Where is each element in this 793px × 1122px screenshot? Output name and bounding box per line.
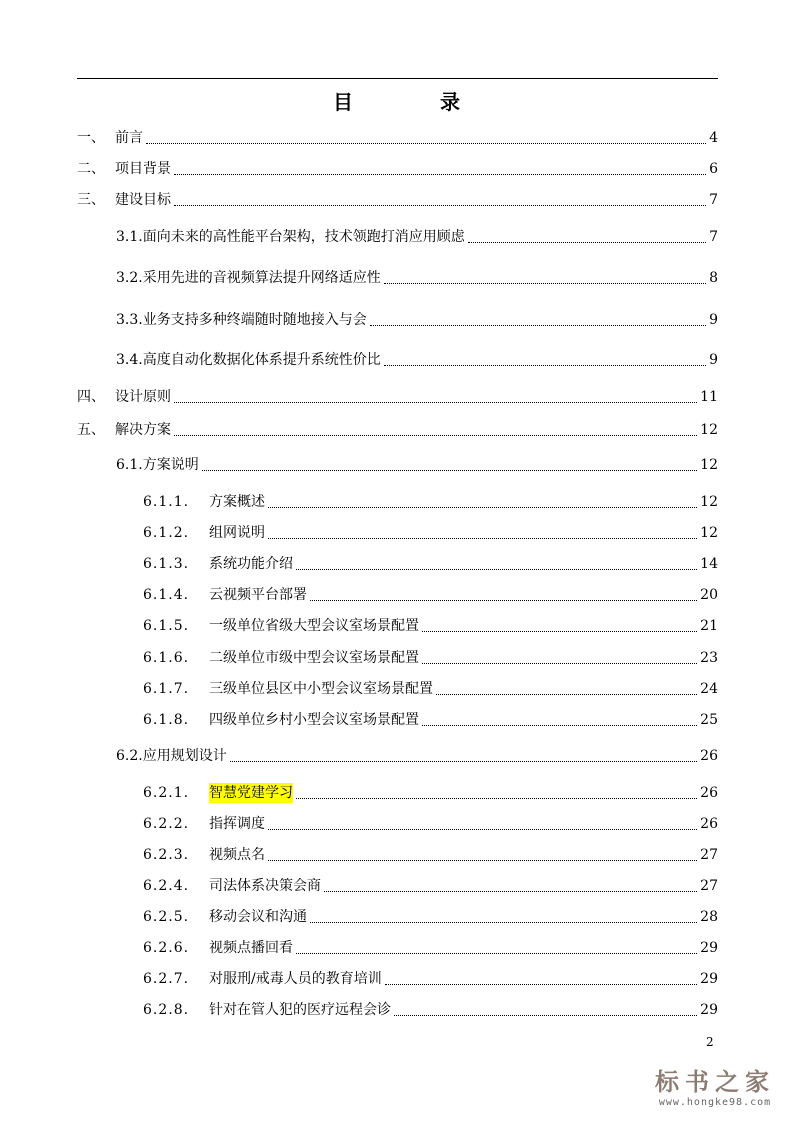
toc-entry[interactable]	[77, 190, 718, 210]
toc-entry-page: 14	[700, 556, 718, 572]
toc-entry-number: 二、	[77, 161, 105, 177]
toc-entry-number: 6.1.5.	[143, 618, 190, 634]
toc-entry-page: 26	[700, 816, 718, 832]
toc-entry-text: 前言	[115, 130, 143, 146]
toc-entry[interactable]	[143, 679, 718, 699]
toc-entry-text: 项目背景	[115, 161, 171, 177]
toc-entry-page: 28	[700, 909, 718, 925]
toc-entry-number: 6.2.4.	[143, 878, 190, 894]
dot-leader	[384, 357, 706, 366]
toc-entry[interactable]	[143, 969, 718, 989]
toc-entry-text: 设计原则	[115, 389, 171, 405]
toc-entry-text: 方案概述	[209, 494, 265, 510]
toc-entry[interactable]	[116, 746, 718, 766]
toc-entry-page: 12	[700, 494, 718, 510]
toc-entry-page: 26	[700, 748, 718, 764]
toc-entry[interactable]	[143, 492, 718, 512]
toc-entry-text: 四级单位乡村小型会议室场景配置	[209, 712, 419, 728]
toc-entry-text: 建设目标	[115, 192, 171, 208]
watermark-logo: 标书之家	[655, 1068, 775, 1096]
toc-entry-page: 9	[709, 312, 718, 328]
toc-entry-page: 29	[700, 1002, 718, 1018]
toc-entry-page: 11	[700, 389, 718, 405]
toc-entry-number: 6.2.5.	[143, 909, 190, 925]
dot-leader	[174, 197, 706, 206]
toc-entry-number: 一、	[77, 130, 105, 146]
toc-entry-page: 23	[700, 650, 718, 666]
toc-entry-page: 26	[700, 785, 718, 801]
toc-entry[interactable]	[116, 350, 718, 370]
toc-entry-page: 9	[709, 352, 718, 368]
toc-entry-number: 6.1.6.	[143, 650, 190, 666]
toc-entry[interactable]	[143, 783, 718, 803]
toc-entry-text: 视频点播回看	[209, 940, 293, 956]
watermark	[640, 1068, 790, 1110]
dot-leader	[268, 530, 697, 539]
toc-entry-page: 4	[709, 130, 718, 146]
dot-leader	[174, 166, 706, 175]
dot-leader	[174, 394, 697, 403]
toc-entry-page: 6	[709, 161, 718, 177]
toc-entry-text: 对服刑/戒毒人员的教育培训	[209, 971, 382, 987]
dot-leader	[296, 945, 697, 954]
toc-entry-page: 12	[700, 422, 718, 438]
dot-leader	[422, 717, 697, 726]
dot-leader	[202, 462, 697, 471]
toc-entry-page: 25	[700, 712, 718, 728]
toc-entry-text-highlighted: 智慧党建学习	[209, 785, 293, 801]
toc-entry[interactable]	[116, 268, 718, 288]
toc-entry-text: 一级单位省级大型会议室场景配置	[209, 618, 419, 634]
dot-leader	[436, 686, 697, 695]
toc-entry-text: 组网说明	[209, 525, 265, 541]
toc-entry-text: 指挥调度	[209, 816, 265, 832]
toc-entry[interactable]	[143, 585, 718, 605]
toc-entry-text: 二级单位市级中型会议室场景配置	[209, 650, 419, 666]
dot-leader	[230, 753, 697, 762]
dot-leader	[146, 135, 706, 144]
toc-entry-number: 6.2.7.	[143, 971, 190, 987]
toc-entry-number: 6.1.4.	[143, 587, 190, 603]
toc-entry[interactable]	[143, 554, 718, 574]
toc-entry[interactable]	[77, 420, 718, 440]
toc-entry[interactable]	[116, 227, 718, 247]
toc-entry-text: 解决方案	[115, 422, 171, 438]
dot-leader	[268, 821, 697, 830]
toc-entry-number: 6.1.1.	[143, 494, 190, 510]
page-number: 2	[706, 1035, 714, 1049]
toc-entry-number: 6.2.2.	[143, 816, 190, 832]
toc-entry[interactable]	[143, 616, 718, 636]
toc-entry-page: 27	[700, 878, 718, 894]
toc-entry[interactable]	[143, 710, 718, 730]
toc-entry-page: 24	[700, 681, 718, 697]
toc-entry-number: 6.2.6.	[143, 940, 190, 956]
dot-leader	[324, 883, 697, 892]
dot-leader	[268, 852, 697, 861]
toc-entry-text: 6.1.方案说明	[116, 457, 199, 473]
toc-entry-page: 21	[700, 618, 718, 634]
toc-entry-page: 29	[700, 971, 718, 987]
toc-entry-page: 7	[709, 192, 718, 208]
dot-leader	[296, 790, 697, 799]
toc-entry[interactable]	[77, 159, 718, 179]
toc-entry-page: 20	[700, 587, 718, 603]
toc-entry-number: 6.2.3.	[143, 847, 190, 863]
toc-entry[interactable]	[143, 814, 718, 834]
toc-entry-text: 3.1.面向未来的高性能平台架构，技术领跑打消应用顾虑	[116, 229, 465, 245]
toc-entry[interactable]	[77, 387, 718, 407]
toc-entry-text: 6.2.应用规划设计	[116, 748, 227, 764]
toc-entry-page: 29	[700, 940, 718, 956]
toc-entry-number: 三、	[77, 192, 105, 208]
dot-leader	[310, 592, 697, 601]
toc-entry-page: 27	[700, 847, 718, 863]
toc-entry-text: 系统功能介绍	[209, 556, 293, 572]
toc-entry-text: 移动会议和沟通	[209, 909, 307, 925]
toc-entry[interactable]	[143, 938, 718, 958]
toc-entry-number: 6.1.3.	[143, 556, 190, 572]
dot-leader	[370, 317, 706, 326]
toc-entry[interactable]	[143, 1000, 718, 1020]
dot-leader	[422, 623, 697, 632]
toc-title: 目 录	[333, 90, 500, 114]
toc-entry-number: 6.1.2.	[143, 525, 190, 541]
toc-entry-number: 6.2.8.	[143, 1002, 190, 1018]
dot-leader	[468, 234, 706, 243]
dot-leader	[174, 427, 697, 436]
toc-entry[interactable]	[116, 455, 718, 475]
toc-entry-number: 6.2.1.	[143, 785, 190, 801]
toc-entry-text: 云视频平台部署	[209, 587, 307, 603]
toc-entry-page: 7	[709, 229, 718, 245]
toc-entry[interactable]	[143, 523, 718, 543]
toc-entry[interactable]	[143, 907, 718, 927]
toc-entry-page: 12	[700, 457, 718, 473]
toc-entry[interactable]	[77, 128, 718, 148]
toc-entry-text: 三级单位县区中小型会议室场景配置	[209, 681, 433, 697]
toc-entry-text: 3.4.高度自动化数据化体系提升系统性价比	[116, 352, 381, 368]
toc-entry[interactable]	[143, 648, 718, 668]
dot-leader	[296, 561, 697, 570]
dot-leader	[422, 655, 697, 664]
toc-entry-text: 针对在管人犯的医疗远程会诊	[209, 1002, 391, 1018]
dot-leader	[385, 976, 697, 985]
toc-entry[interactable]	[143, 876, 718, 896]
toc-entry-text: 3.2.采用先进的音视频算法提升网络适应性	[116, 270, 381, 286]
toc-entry-number: 四、	[77, 389, 105, 405]
watermark-url: www.hongke98.com	[658, 1097, 772, 1108]
toc-entry-text: 视频点名	[209, 847, 265, 863]
toc-entry-text: 3.3.业务支持多种终端随时随地接入与会	[116, 312, 367, 328]
toc-entry-number: 6.1.7.	[143, 681, 190, 697]
toc-entry-text: 司法体系决策会商	[209, 878, 321, 894]
toc-entry-number: 五、	[77, 422, 105, 438]
toc-entry[interactable]	[116, 310, 718, 330]
toc-entry-number: 6.1.8.	[143, 712, 190, 728]
dot-leader	[384, 275, 706, 284]
dot-leader	[268, 499, 697, 508]
toc-entry-page: 8	[709, 270, 718, 286]
dot-leader	[394, 1007, 697, 1016]
dot-leader	[310, 914, 697, 923]
toc-entry[interactable]	[143, 845, 718, 865]
toc-entry-page: 12	[700, 525, 718, 541]
